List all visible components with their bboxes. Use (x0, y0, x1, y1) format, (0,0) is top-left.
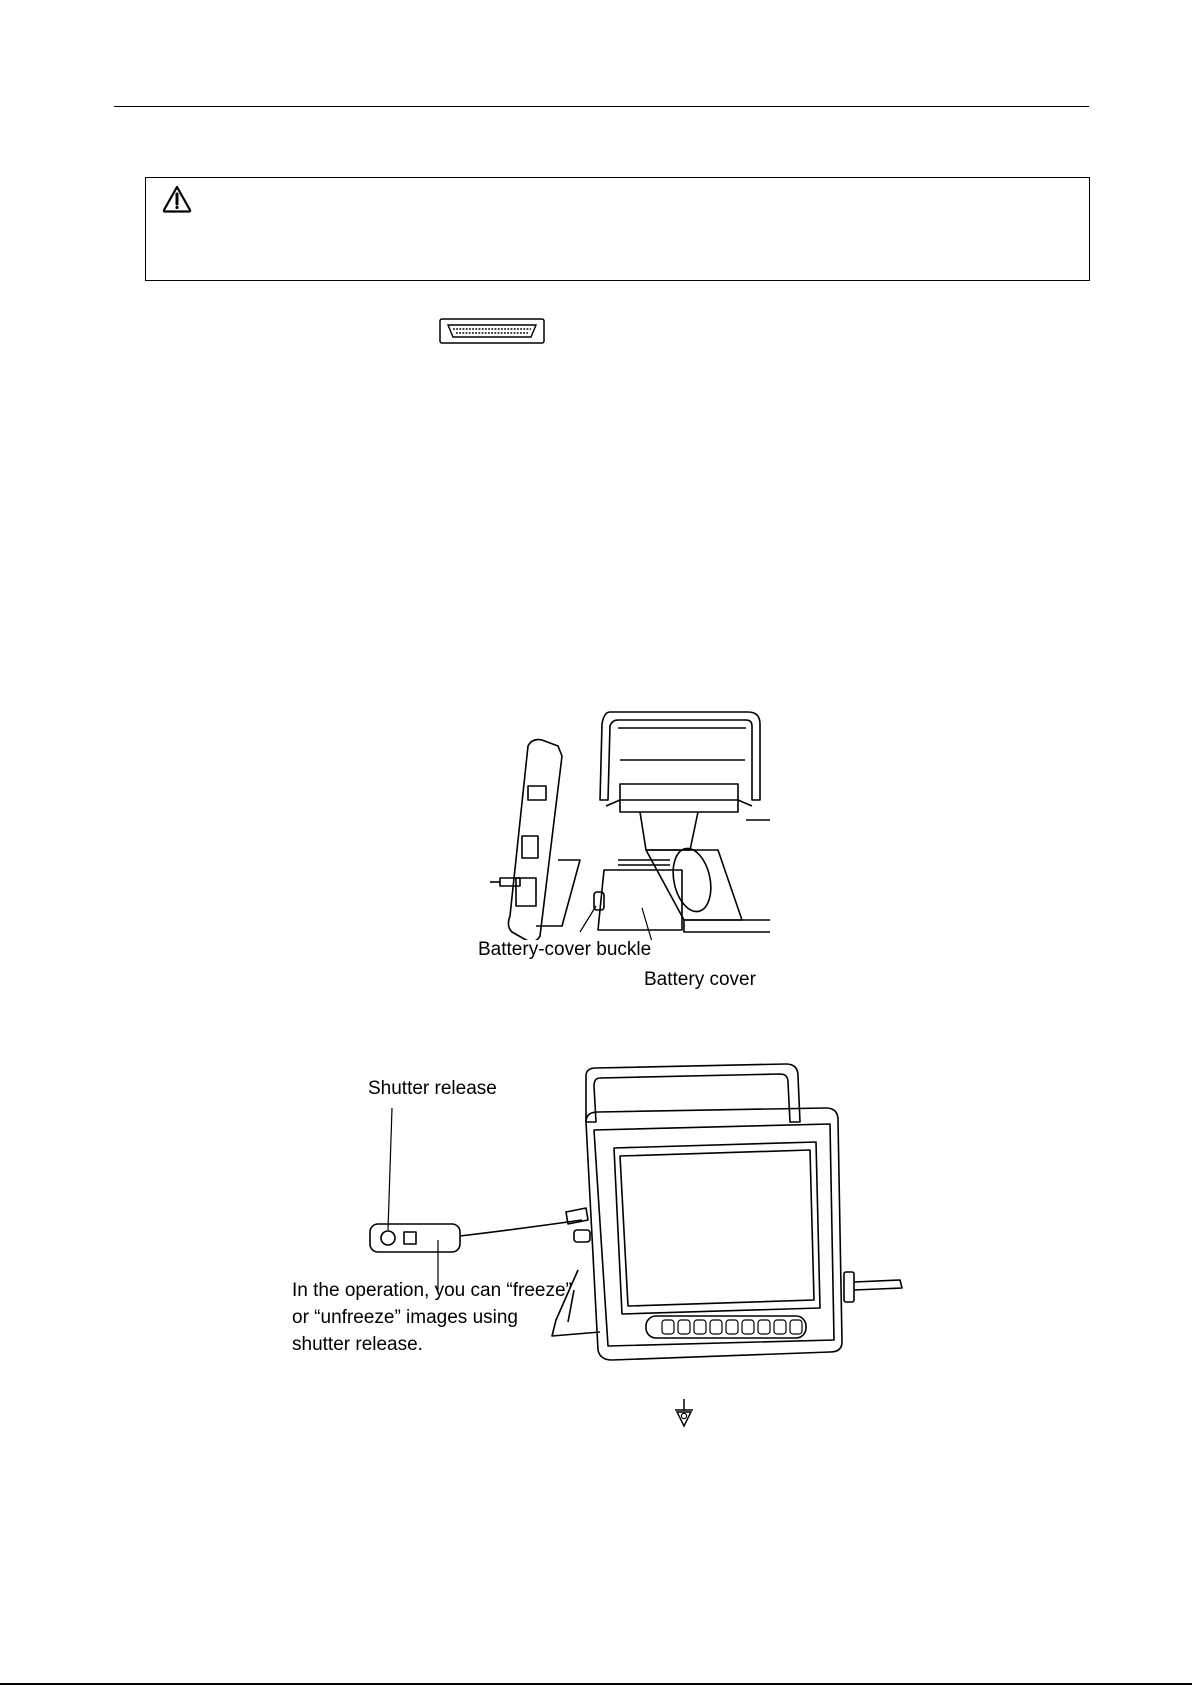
shutter-note-line-3: shutter release. (292, 1334, 423, 1355)
shutter-note-line-2: or “unfreeze” images using (292, 1307, 518, 1328)
device-back-view-drawing (470, 700, 770, 940)
warning-triangle-icon (162, 185, 192, 213)
warning-box (145, 177, 1090, 281)
label-battery-cover-buckle: Battery-cover buckle (478, 939, 652, 960)
header-rule (114, 106, 1089, 107)
equipotential-ground-icon (672, 1398, 696, 1430)
db-connector-icon (439, 318, 545, 344)
label-battery-cover: Battery cover (644, 969, 756, 990)
label-shutter-release: Shutter release (368, 1078, 497, 1099)
shutter-note-line-1: In the operation, you can “freeze” (292, 1280, 572, 1301)
